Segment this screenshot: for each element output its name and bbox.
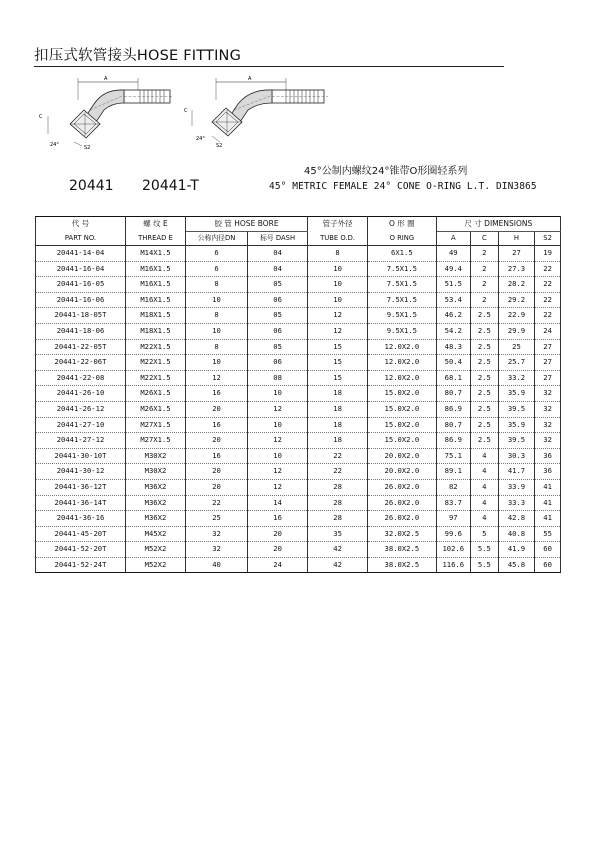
cell-dim-a: 83.7 bbox=[436, 495, 470, 511]
header-part: 代 号 bbox=[36, 217, 126, 232]
cell-dim-s2: 60 bbox=[535, 557, 561, 573]
cell-thread: M36X2 bbox=[125, 495, 185, 511]
cell-hose-dn: 22 bbox=[185, 495, 247, 511]
cell-thread: M22X1.5 bbox=[125, 339, 185, 355]
cell-dim-c: 2 bbox=[470, 261, 498, 277]
header-hose-bore: 胶 管 HOSE BORE bbox=[185, 217, 307, 232]
cell-tube-od: 10 bbox=[308, 292, 368, 308]
cell-tube-od: 10 bbox=[308, 261, 368, 277]
cell-dim-h: 41.7 bbox=[498, 464, 534, 480]
cell-dim-s2: 27 bbox=[535, 370, 561, 386]
cell-hose-dash: 12 bbox=[248, 433, 308, 449]
cell-hose-dash: 08 bbox=[248, 370, 308, 386]
cell-dim-h: 33.9 bbox=[498, 479, 534, 495]
cell-thread: M16X1.5 bbox=[125, 261, 185, 277]
cell-hose-dn: 6 bbox=[185, 261, 247, 277]
cell-part-no: 20441-36-16 bbox=[36, 511, 126, 527]
cell-part-no: 20441-26-10 bbox=[36, 386, 126, 402]
cell-tube-od: 18 bbox=[308, 386, 368, 402]
dim-a-label: A bbox=[248, 76, 252, 82]
cell-thread: M22X1.5 bbox=[125, 370, 185, 386]
table-row bbox=[36, 479, 561, 495]
cell-tube-od: 12 bbox=[308, 323, 368, 339]
cell-thread: M18X1.5 bbox=[125, 323, 185, 339]
cell-thread: M26X1.5 bbox=[125, 386, 185, 402]
cell-dim-s2: 19 bbox=[535, 246, 561, 262]
cell-dim-c: 5.5 bbox=[470, 557, 498, 573]
cell-hose-dash: 12 bbox=[248, 479, 308, 495]
cell-oring: 12.0X2.0 bbox=[368, 370, 437, 386]
cell-oring: 12.0X2.0 bbox=[368, 339, 437, 355]
cell-tube-od: 42 bbox=[308, 542, 368, 558]
cell-hose-dn: 20 bbox=[185, 479, 247, 495]
cell-hose-dn: 10 bbox=[185, 323, 247, 339]
model-number-20441-t: 20441-T bbox=[142, 178, 199, 194]
table-header-row-top bbox=[36, 217, 561, 232]
cell-hose-dash: 16 bbox=[248, 511, 308, 527]
cell-dim-h: 33.3 bbox=[498, 495, 534, 511]
cell-dim-s2: 32 bbox=[535, 386, 561, 402]
cell-hose-dn: 20 bbox=[185, 401, 247, 417]
cell-hose-dn: 32 bbox=[185, 526, 247, 542]
cell-tube-od: 22 bbox=[308, 464, 368, 480]
cell-dim-a: 48.3 bbox=[436, 339, 470, 355]
cell-dim-c: 2.5 bbox=[470, 308, 498, 324]
cell-hose-dash: 12 bbox=[248, 464, 308, 480]
fitting-drawing-20441-t bbox=[182, 72, 332, 154]
cell-dim-h: 45.8 bbox=[498, 557, 534, 573]
cell-tube-od: 22 bbox=[308, 448, 368, 464]
cell-oring: 32.0X2.5 bbox=[368, 526, 437, 542]
cell-part-no: 20441-22-06T bbox=[36, 355, 126, 371]
cell-dim-c: 4 bbox=[470, 464, 498, 480]
cell-hose-dn: 25 bbox=[185, 511, 247, 527]
dim-c-label: C bbox=[184, 108, 188, 114]
cell-tube-od: 15 bbox=[308, 370, 368, 386]
cell-dim-a: 51.5 bbox=[436, 277, 470, 293]
table-row bbox=[36, 495, 561, 511]
cell-dim-h: 28.2 bbox=[498, 277, 534, 293]
cell-oring: 7.5X1.5 bbox=[368, 292, 437, 308]
table-row bbox=[36, 292, 561, 308]
cell-dim-c: 2.5 bbox=[470, 386, 498, 402]
cell-dim-h: 29.2 bbox=[498, 292, 534, 308]
cell-hose-dn: 16 bbox=[185, 417, 247, 433]
cell-oring: 7.5X1.5 bbox=[368, 261, 437, 277]
cell-dim-h: 25 bbox=[498, 339, 534, 355]
cell-part-no: 20441-26-12 bbox=[36, 401, 126, 417]
cell-dim-c: 2.5 bbox=[470, 417, 498, 433]
cell-thread: M14X1.5 bbox=[125, 246, 185, 262]
cell-dim-c: 2.5 bbox=[470, 401, 498, 417]
header-dim-c: C bbox=[470, 232, 498, 246]
cell-thread: M36X2 bbox=[125, 479, 185, 495]
cell-oring: 15.0X2.0 bbox=[368, 417, 437, 433]
header-dn: 公称内径DN bbox=[185, 232, 247, 246]
dim-24-label: 24° bbox=[196, 136, 205, 142]
cell-oring: 26.0X2.0 bbox=[368, 479, 437, 495]
cell-hose-dash: 04 bbox=[248, 261, 308, 277]
cell-hose-dn: 16 bbox=[185, 386, 247, 402]
cell-part-no: 20441-27-12 bbox=[36, 433, 126, 449]
cell-dim-a: 53.4 bbox=[436, 292, 470, 308]
cell-oring: 9.5X1.5 bbox=[368, 323, 437, 339]
cell-dim-c: 2 bbox=[470, 292, 498, 308]
cell-hose-dash: 04 bbox=[248, 246, 308, 262]
cell-dim-s2: 41 bbox=[535, 479, 561, 495]
table-row bbox=[36, 261, 561, 277]
cell-dim-h: 41.9 bbox=[498, 542, 534, 558]
cell-dim-h: 29.9 bbox=[498, 323, 534, 339]
cell-tube-od: 28 bbox=[308, 495, 368, 511]
cell-dim-s2: 36 bbox=[535, 464, 561, 480]
cell-tube-od: 18 bbox=[308, 417, 368, 433]
cell-oring: 15.0X2.0 bbox=[368, 401, 437, 417]
cell-tube-od: 28 bbox=[308, 511, 368, 527]
cell-dim-s2: 27 bbox=[535, 355, 561, 371]
cell-dim-s2: 41 bbox=[535, 511, 561, 527]
page-title: 扣压式软管接头HOSE FITTING bbox=[34, 48, 242, 64]
cell-dim-h: 27.3 bbox=[498, 261, 534, 277]
cell-dim-a: 50.4 bbox=[436, 355, 470, 371]
series-title-cn: 45°公制内螺纹24°锥带O形圈轻系列 bbox=[304, 166, 468, 177]
cell-dim-s2: 27 bbox=[535, 339, 561, 355]
cell-dim-h: 27 bbox=[498, 246, 534, 262]
header-thread-e: THREAD E bbox=[125, 232, 185, 246]
cell-dim-s2: 22 bbox=[535, 308, 561, 324]
cell-hose-dn: 32 bbox=[185, 542, 247, 558]
cell-part-no: 20441-36-14T bbox=[36, 495, 126, 511]
cell-tube-od: 18 bbox=[308, 401, 368, 417]
cell-dim-c: 4 bbox=[470, 495, 498, 511]
cell-part-no: 20441-52-24T bbox=[36, 557, 126, 573]
cell-dim-h: 42.8 bbox=[498, 511, 534, 527]
table-row bbox=[36, 401, 561, 417]
cell-part-no: 20441-30-12 bbox=[36, 464, 126, 480]
header-thread: 螺 纹 E bbox=[125, 217, 185, 232]
cell-oring: 20.0X2.0 bbox=[368, 448, 437, 464]
cell-dim-s2: 32 bbox=[535, 401, 561, 417]
cell-dim-a: 68.1 bbox=[436, 370, 470, 386]
cell-dim-a: 49 bbox=[436, 246, 470, 262]
cell-hose-dn: 8 bbox=[185, 339, 247, 355]
cell-dim-h: 30.3 bbox=[498, 448, 534, 464]
cell-dim-c: 2.5 bbox=[470, 355, 498, 371]
cell-dim-h: 40.8 bbox=[498, 526, 534, 542]
cell-dim-h: 35.9 bbox=[498, 386, 534, 402]
header-dim-h: H bbox=[498, 232, 534, 246]
cell-dim-s2: 41 bbox=[535, 495, 561, 511]
cell-part-no: 20441-16-05 bbox=[36, 277, 126, 293]
cell-dim-a: 46.2 bbox=[436, 308, 470, 324]
dim-s2-label: S2 bbox=[84, 145, 91, 151]
header-oring: O 形 圈 bbox=[368, 217, 437, 232]
model-number-20441: 20441 bbox=[69, 178, 114, 194]
cell-part-no: 20441-30-10T bbox=[36, 448, 126, 464]
cell-hose-dash: 10 bbox=[248, 417, 308, 433]
title-divider bbox=[34, 66, 504, 67]
table-row bbox=[36, 246, 561, 262]
cell-thread: M27X1.5 bbox=[125, 433, 185, 449]
cell-hose-dn: 20 bbox=[185, 433, 247, 449]
cell-dim-h: 35.9 bbox=[498, 417, 534, 433]
cell-dim-s2: 36 bbox=[535, 448, 561, 464]
cell-hose-dash: 10 bbox=[248, 448, 308, 464]
table-header-row-sub bbox=[36, 232, 561, 246]
cell-part-no: 20441-36-12T bbox=[36, 479, 126, 495]
cell-oring: 9.5X1.5 bbox=[368, 308, 437, 324]
cell-oring: 6X1.5 bbox=[368, 246, 437, 262]
cell-dim-a: 80.7 bbox=[436, 417, 470, 433]
cell-dim-a: 116.6 bbox=[436, 557, 470, 573]
cell-dim-s2: 55 bbox=[535, 526, 561, 542]
cell-dim-c: 4 bbox=[470, 448, 498, 464]
table-row bbox=[36, 417, 561, 433]
cell-thread: M16X1.5 bbox=[125, 277, 185, 293]
cell-thread: M26X1.5 bbox=[125, 401, 185, 417]
cell-dim-s2: 22 bbox=[535, 277, 561, 293]
cell-hose-dash: 10 bbox=[248, 386, 308, 402]
cell-oring: 38.0X2.5 bbox=[368, 557, 437, 573]
cell-tube-od: 35 bbox=[308, 526, 368, 542]
cell-thread: M30X2 bbox=[125, 448, 185, 464]
cell-hose-dn: 10 bbox=[185, 355, 247, 371]
cell-tube-od: 12 bbox=[308, 308, 368, 324]
cell-tube-od: 18 bbox=[308, 433, 368, 449]
cell-hose-dn: 10 bbox=[185, 292, 247, 308]
cell-thread: M52X2 bbox=[125, 557, 185, 573]
cell-part-no: 20441-22-05T bbox=[36, 339, 126, 355]
cell-dim-c: 4 bbox=[470, 511, 498, 527]
cell-tube-od: 15 bbox=[308, 355, 368, 371]
cell-oring: 38.0X2.5 bbox=[368, 542, 437, 558]
table-row bbox=[36, 277, 561, 293]
header-part-no: PART NO. bbox=[36, 232, 126, 246]
cell-dim-h: 33.2 bbox=[498, 370, 534, 386]
cell-part-no: 20441-14-04 bbox=[36, 246, 126, 262]
cell-dim-a: 80.7 bbox=[436, 386, 470, 402]
cell-hose-dn: 40 bbox=[185, 557, 247, 573]
cell-oring: 12.0X2.0 bbox=[368, 355, 437, 371]
table-row bbox=[36, 308, 561, 324]
cell-dim-a: 97 bbox=[436, 511, 470, 527]
cell-hose-dn: 6 bbox=[185, 246, 247, 262]
cell-dim-s2: 22 bbox=[535, 292, 561, 308]
cell-oring: 26.0X2.0 bbox=[368, 511, 437, 527]
cell-part-no: 20441-22-08 bbox=[36, 370, 126, 386]
cell-dim-a: 102.6 bbox=[436, 542, 470, 558]
cell-thread: M30X2 bbox=[125, 464, 185, 480]
cell-part-no: 20441-18-05T bbox=[36, 308, 126, 324]
cell-tube-od: 42 bbox=[308, 557, 368, 573]
cell-hose-dash: 14 bbox=[248, 495, 308, 511]
table-row bbox=[36, 370, 561, 386]
cell-oring: 7.5X1.5 bbox=[368, 277, 437, 293]
header-tube-od: 管子外径 bbox=[308, 217, 368, 232]
dim-s2-label: S2 bbox=[216, 143, 223, 149]
cell-thread: M27X1.5 bbox=[125, 417, 185, 433]
cell-hose-dash: 05 bbox=[248, 277, 308, 293]
cell-dim-a: 86.9 bbox=[436, 433, 470, 449]
cell-dim-h: 39.5 bbox=[498, 433, 534, 449]
cell-part-no: 20441-16-06 bbox=[36, 292, 126, 308]
table-row bbox=[36, 323, 561, 339]
cell-thread: M18X1.5 bbox=[125, 308, 185, 324]
table-row bbox=[36, 464, 561, 480]
cell-oring: 15.0X2.0 bbox=[368, 433, 437, 449]
table-row bbox=[36, 557, 561, 573]
cell-dim-s2: 24 bbox=[535, 323, 561, 339]
dim-a-label: A bbox=[104, 76, 108, 82]
cell-dim-s2: 60 bbox=[535, 542, 561, 558]
cell-dim-c: 2.5 bbox=[470, 339, 498, 355]
series-title-en: 45° METRIC FEMALE 24° CONE O-RING L.T. DIN3865 bbox=[269, 181, 537, 192]
table-row bbox=[36, 386, 561, 402]
table-row bbox=[36, 448, 561, 464]
cell-part-no: 20441-16-04 bbox=[36, 261, 126, 277]
dim-c-label: C bbox=[39, 114, 43, 120]
cell-dim-h: 25.7 bbox=[498, 355, 534, 371]
table-row bbox=[36, 526, 561, 542]
cell-hose-dash: 05 bbox=[248, 308, 308, 324]
cell-oring: 26.0X2.0 bbox=[368, 495, 437, 511]
cell-dim-c: 2.5 bbox=[470, 370, 498, 386]
header-dimensions: 尺 寸 DIMENSIONS bbox=[436, 217, 560, 232]
cell-dim-h: 22.9 bbox=[498, 308, 534, 324]
cell-dim-c: 2.5 bbox=[470, 433, 498, 449]
spec-table bbox=[35, 216, 561, 573]
header-dim-a: A bbox=[436, 232, 470, 246]
cell-dim-a: 86.9 bbox=[436, 401, 470, 417]
cell-thread: M36X2 bbox=[125, 511, 185, 527]
cell-dim-a: 82 bbox=[436, 479, 470, 495]
header-dash: 标号 DASH bbox=[248, 232, 308, 246]
header-oring-en: O RING bbox=[368, 232, 437, 246]
cell-thread: M45X2 bbox=[125, 526, 185, 542]
cell-part-no: 20441-45-20T bbox=[36, 526, 126, 542]
cell-hose-dash: 12 bbox=[248, 401, 308, 417]
cell-dim-c: 5.5 bbox=[470, 542, 498, 558]
cell-tube-od: 8 bbox=[308, 246, 368, 262]
cell-hose-dash: 06 bbox=[248, 355, 308, 371]
cell-dim-h: 39.5 bbox=[498, 401, 534, 417]
cell-tube-od: 10 bbox=[308, 277, 368, 293]
table-row bbox=[36, 511, 561, 527]
dim-24-label: 24° bbox=[50, 142, 59, 148]
header-tube-od-en: TUBE O.D. bbox=[308, 232, 368, 246]
fitting-drawing-20441 bbox=[34, 72, 174, 154]
cell-dim-a: 75.1 bbox=[436, 448, 470, 464]
cell-hose-dn: 16 bbox=[185, 448, 247, 464]
cell-part-no: 20441-52-20T bbox=[36, 542, 126, 558]
cell-hose-dash: 05 bbox=[248, 339, 308, 355]
cell-oring: 20.0X2.0 bbox=[368, 464, 437, 480]
cell-thread: M22X1.5 bbox=[125, 355, 185, 371]
cell-dim-a: 49.4 bbox=[436, 261, 470, 277]
cell-hose-dn: 8 bbox=[185, 308, 247, 324]
cell-hose-dn: 12 bbox=[185, 370, 247, 386]
table-row bbox=[36, 542, 561, 558]
cell-hose-dash: 20 bbox=[248, 526, 308, 542]
cell-dim-s2: 32 bbox=[535, 417, 561, 433]
table-row bbox=[36, 339, 561, 355]
cell-hose-dn: 8 bbox=[185, 277, 247, 293]
cell-hose-dash: 06 bbox=[248, 292, 308, 308]
cell-thread: M16X1.5 bbox=[125, 292, 185, 308]
cell-dim-a: 99.6 bbox=[436, 526, 470, 542]
cell-dim-a: 89.1 bbox=[436, 464, 470, 480]
cell-thread: M52X2 bbox=[125, 542, 185, 558]
spec-table-body bbox=[36, 246, 561, 573]
cell-hose-dn: 20 bbox=[185, 464, 247, 480]
cell-part-no: 20441-18-06 bbox=[36, 323, 126, 339]
cell-dim-c: 5 bbox=[470, 526, 498, 542]
cell-hose-dash: 20 bbox=[248, 542, 308, 558]
cell-tube-od: 28 bbox=[308, 479, 368, 495]
cell-hose-dash: 06 bbox=[248, 323, 308, 339]
table-row bbox=[36, 355, 561, 371]
cell-dim-c: 2 bbox=[470, 277, 498, 293]
cell-dim-a: 54.2 bbox=[436, 323, 470, 339]
header-dim-s2: S2 bbox=[535, 232, 561, 246]
cell-dim-c: 2.5 bbox=[470, 323, 498, 339]
cell-part-no: 20441-27-10 bbox=[36, 417, 126, 433]
table-row bbox=[36, 433, 561, 449]
cell-hose-dash: 24 bbox=[248, 557, 308, 573]
cell-dim-s2: 32 bbox=[535, 433, 561, 449]
cell-tube-od: 15 bbox=[308, 339, 368, 355]
cell-oring: 15.0X2.0 bbox=[368, 386, 437, 402]
cell-dim-c: 2 bbox=[470, 246, 498, 262]
cell-dim-c: 4 bbox=[470, 479, 498, 495]
cell-dim-s2: 22 bbox=[535, 261, 561, 277]
